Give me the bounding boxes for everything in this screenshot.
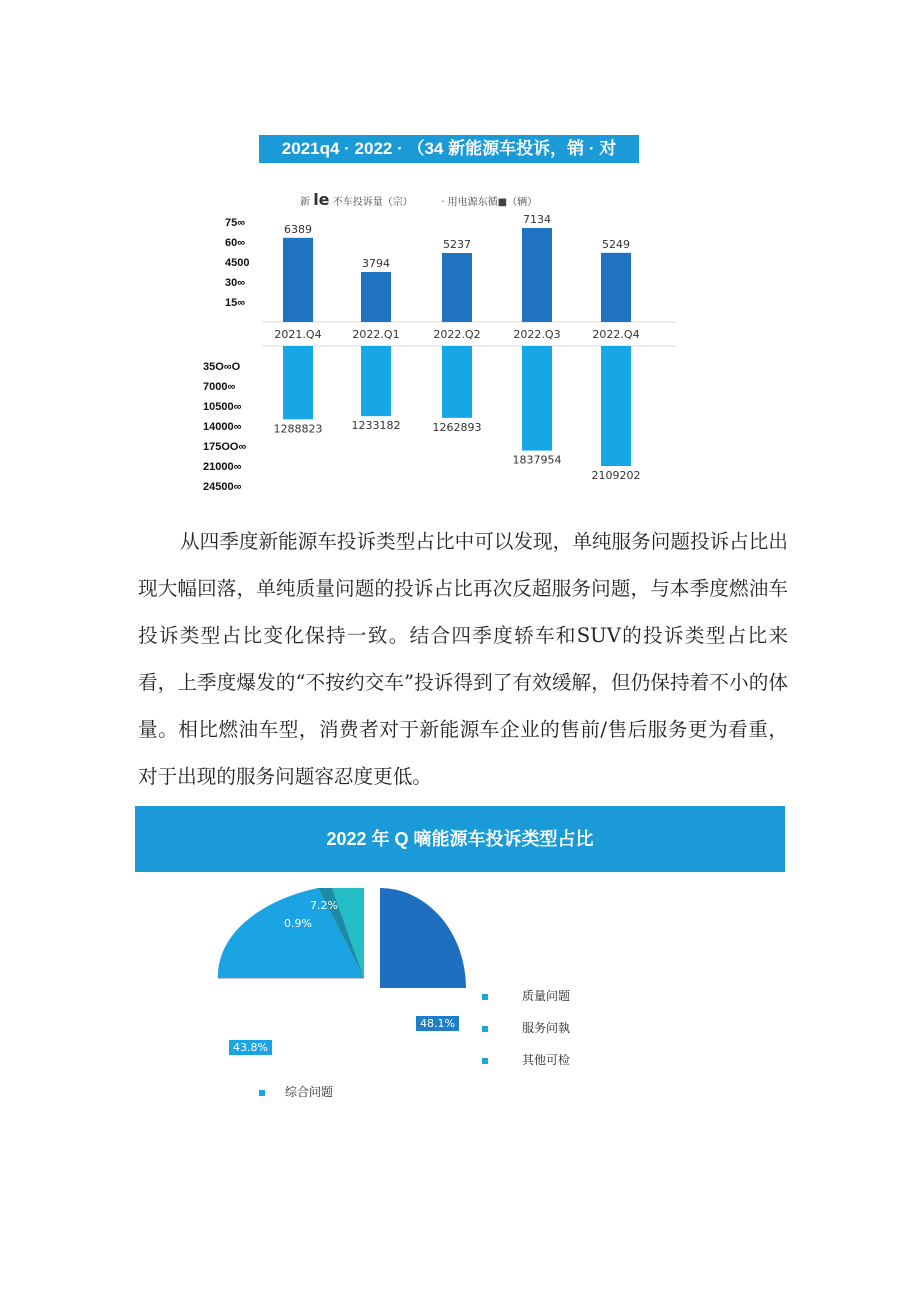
legend-series2: · 用电源东循■（辆） — [441, 197, 538, 208]
upper-axis-label: 4500 — [225, 257, 250, 269]
pie-title: 2022 年 Q 嘀能源车投诉类型占比 — [135, 806, 785, 872]
paragraph-text: 从四季度新能源车投诉类型占比中可以发现，单纯服务问题投诉占比出现大幅回落，单纯质量问题的投诉占比再次反超服务问题，与本季度燃油车投诉类型占比变化保持一致。结合四季度轿车和SUV的投诉类型占比来看，上季度爆发的“不按约交车”投诉得到了有效缓解，但仍保持着不小的体量。相比燃油车型，消费者对于新能源车企业的售前/售后服务更为看重，对于出现的服务问题容忍度更低。 — [138, 530, 788, 788]
upper-axis-label: 15∞ — [225, 297, 246, 309]
chart-title: 2021q4 · 2022 · （34 新能源车投诉，销 · 对 — [259, 135, 639, 163]
pct-43-8: 43.8% — [229, 1040, 272, 1055]
upper-axis-label: 75∞ — [225, 217, 246, 229]
category-label: 2021.Q4 — [274, 328, 322, 341]
bar-label-complaints: 5237 — [443, 237, 471, 251]
bar-label-sales: 1233182 — [351, 419, 401, 433]
lower-axis-label: 14000∞ — [203, 421, 242, 433]
bar-label-sales: 1288823 — [273, 422, 323, 436]
bar-label-complaints: 5249 — [602, 237, 630, 251]
bar-label-complaints: 7134 — [523, 213, 551, 226]
lower-axis-label: 7000∞ — [203, 381, 236, 393]
pie-legend-other: 其他可检 — [482, 1051, 570, 1068]
legend-prefix: 新 — [300, 197, 310, 208]
legend-series1: 不车投诉量（宗） — [332, 197, 413, 208]
legend-square — [482, 1026, 488, 1032]
upper-axis-label: 60∞ — [225, 237, 246, 249]
bar-label-sales: 2109202 — [591, 469, 641, 482]
lower-axis-label: 21000∞ — [203, 461, 242, 473]
lower-axis-label: 175OO∞ — [203, 441, 247, 453]
legend-big: le — [313, 190, 330, 209]
pct-0-9: 0.9% — [284, 917, 312, 930]
bar-label-complaints: 6389 — [284, 222, 312, 236]
lower-axis-label: 35O∞O — [203, 361, 241, 373]
lower-axis-label: 24500∞ — [203, 481, 242, 493]
legend-square — [482, 994, 488, 1000]
category-label: 2022.Q4 — [592, 328, 640, 341]
pie-slice-dark — [380, 888, 466, 988]
legend-square — [259, 1090, 265, 1096]
category-label: 2022.Q2 — [433, 328, 481, 341]
pie-legend-combined: 综合问题 — [259, 1083, 333, 1100]
legend-square — [482, 1058, 488, 1064]
category-label: 2022.Q1 — [352, 328, 400, 341]
bar-label-complaints: 3794 — [362, 257, 390, 271]
category-label: 2022.Q3 — [513, 328, 561, 341]
pct-48-1: 48.1% — [416, 1016, 459, 1031]
bar-label-sales: 1837954 — [512, 453, 562, 467]
pct-7-2: 7.2% — [310, 899, 338, 912]
lower-axis-label: 10500∞ — [203, 401, 242, 413]
bar-label-sales: 1262893 — [432, 420, 482, 434]
upper-axis-label: 30∞ — [225, 277, 246, 289]
pie-legend-quality: 质量问题 — [482, 987, 570, 1004]
pie-legend-service: 服务问執 — [482, 1019, 570, 1036]
